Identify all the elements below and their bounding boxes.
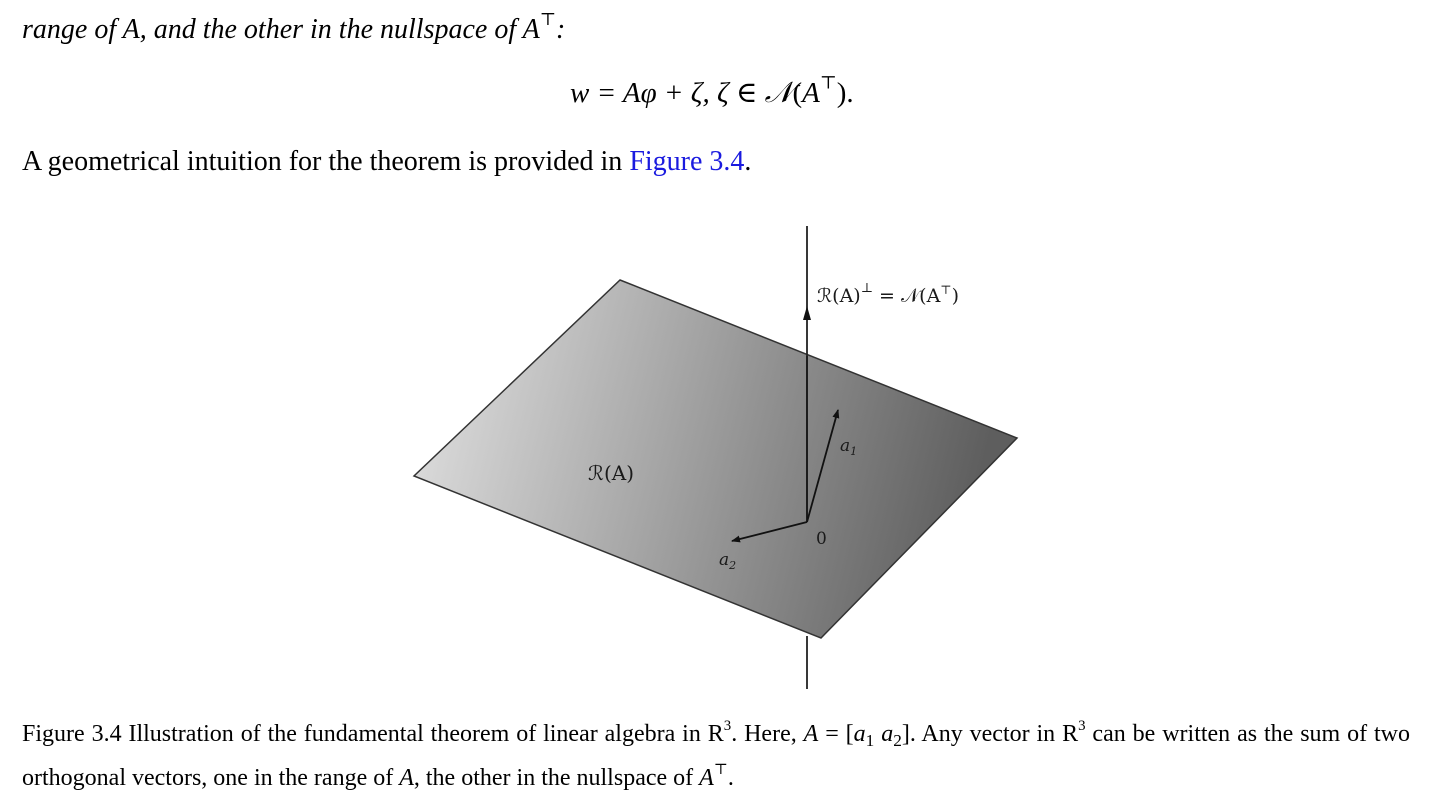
figure-3-4 xyxy=(410,222,1022,692)
equation-paren-close: ). xyxy=(836,77,854,109)
caption-p2: . Here, xyxy=(731,721,804,747)
figure-link[interactable]: Figure 3.4 xyxy=(629,146,745,177)
caption-p4: ]. Any vector in R xyxy=(901,721,1079,747)
equation xyxy=(570,74,854,112)
label-a1-letter: a xyxy=(840,436,851,456)
line1-var-a-2: A xyxy=(522,14,540,45)
label-origin: 0 xyxy=(816,529,827,549)
caption-a1: a xyxy=(853,721,866,747)
intuition-paragraph xyxy=(22,144,751,180)
caption-var-a1: A xyxy=(803,721,819,747)
label-t: ⊤ xyxy=(940,283,952,297)
label-eq: = 𝒩(A xyxy=(872,285,941,307)
label-a2-letter: a xyxy=(719,550,730,570)
label-orth-r: ℛ(A) xyxy=(817,285,861,307)
figure-caption xyxy=(22,712,1410,800)
equation-lhs: w = Aφ + ζ, ζ ∈ xyxy=(570,77,765,109)
caption-end: . xyxy=(727,765,734,791)
line1-text-a: range of xyxy=(22,14,123,45)
caption-transpose: ⊤ xyxy=(713,761,728,778)
label-orthogonal-complement xyxy=(817,281,959,307)
caption-sub1: 1 xyxy=(865,731,875,751)
caption-sup-3a: 3 xyxy=(723,717,732,734)
intuition-text: A geometrical intuition for the theorem is provided in xyxy=(22,146,630,177)
range-plane xyxy=(414,280,1017,638)
label-a1-sub: 1 xyxy=(850,445,858,458)
equation-transpose: ⊤ xyxy=(819,72,837,93)
caption-a2: a xyxy=(881,721,894,747)
figure-svg xyxy=(410,222,1022,692)
label-a2-sub: 2 xyxy=(729,559,737,572)
line1-text-b: , and the other in the nullspace of xyxy=(139,14,523,45)
transpose-symbol: ⊤ xyxy=(539,9,557,29)
caption-sub2: 2 xyxy=(893,731,902,751)
caption-var-a3: A xyxy=(699,765,714,791)
axis-arrow xyxy=(803,306,811,320)
caption-var-a2: A xyxy=(399,765,414,791)
equation-nullspace-symbol: 𝒩 xyxy=(764,77,793,109)
line1-colon: : xyxy=(556,14,566,45)
equation-paren-open: ( xyxy=(792,77,803,109)
label-close: ) xyxy=(951,285,960,307)
caption-p3: = [ xyxy=(818,721,854,747)
caption-p5: can be written as the sum of two orthogonal vectors, one in the range of xyxy=(22,721,1411,791)
caption-sup-3b: 3 xyxy=(1078,717,1086,734)
line1-var-a: A xyxy=(122,14,140,45)
caption-p6: , the other in the nullspace of xyxy=(413,765,700,791)
equation-var-a: A xyxy=(802,77,820,109)
caption-p1: Figure 3.4 Illustration of the fundamental theorem of linear algebra in R xyxy=(22,721,724,747)
text-line-range xyxy=(22,9,566,48)
label-range: ℛ(A) xyxy=(588,461,635,485)
intuition-end: . xyxy=(744,146,752,177)
label-perp: ⊥ xyxy=(860,281,873,296)
